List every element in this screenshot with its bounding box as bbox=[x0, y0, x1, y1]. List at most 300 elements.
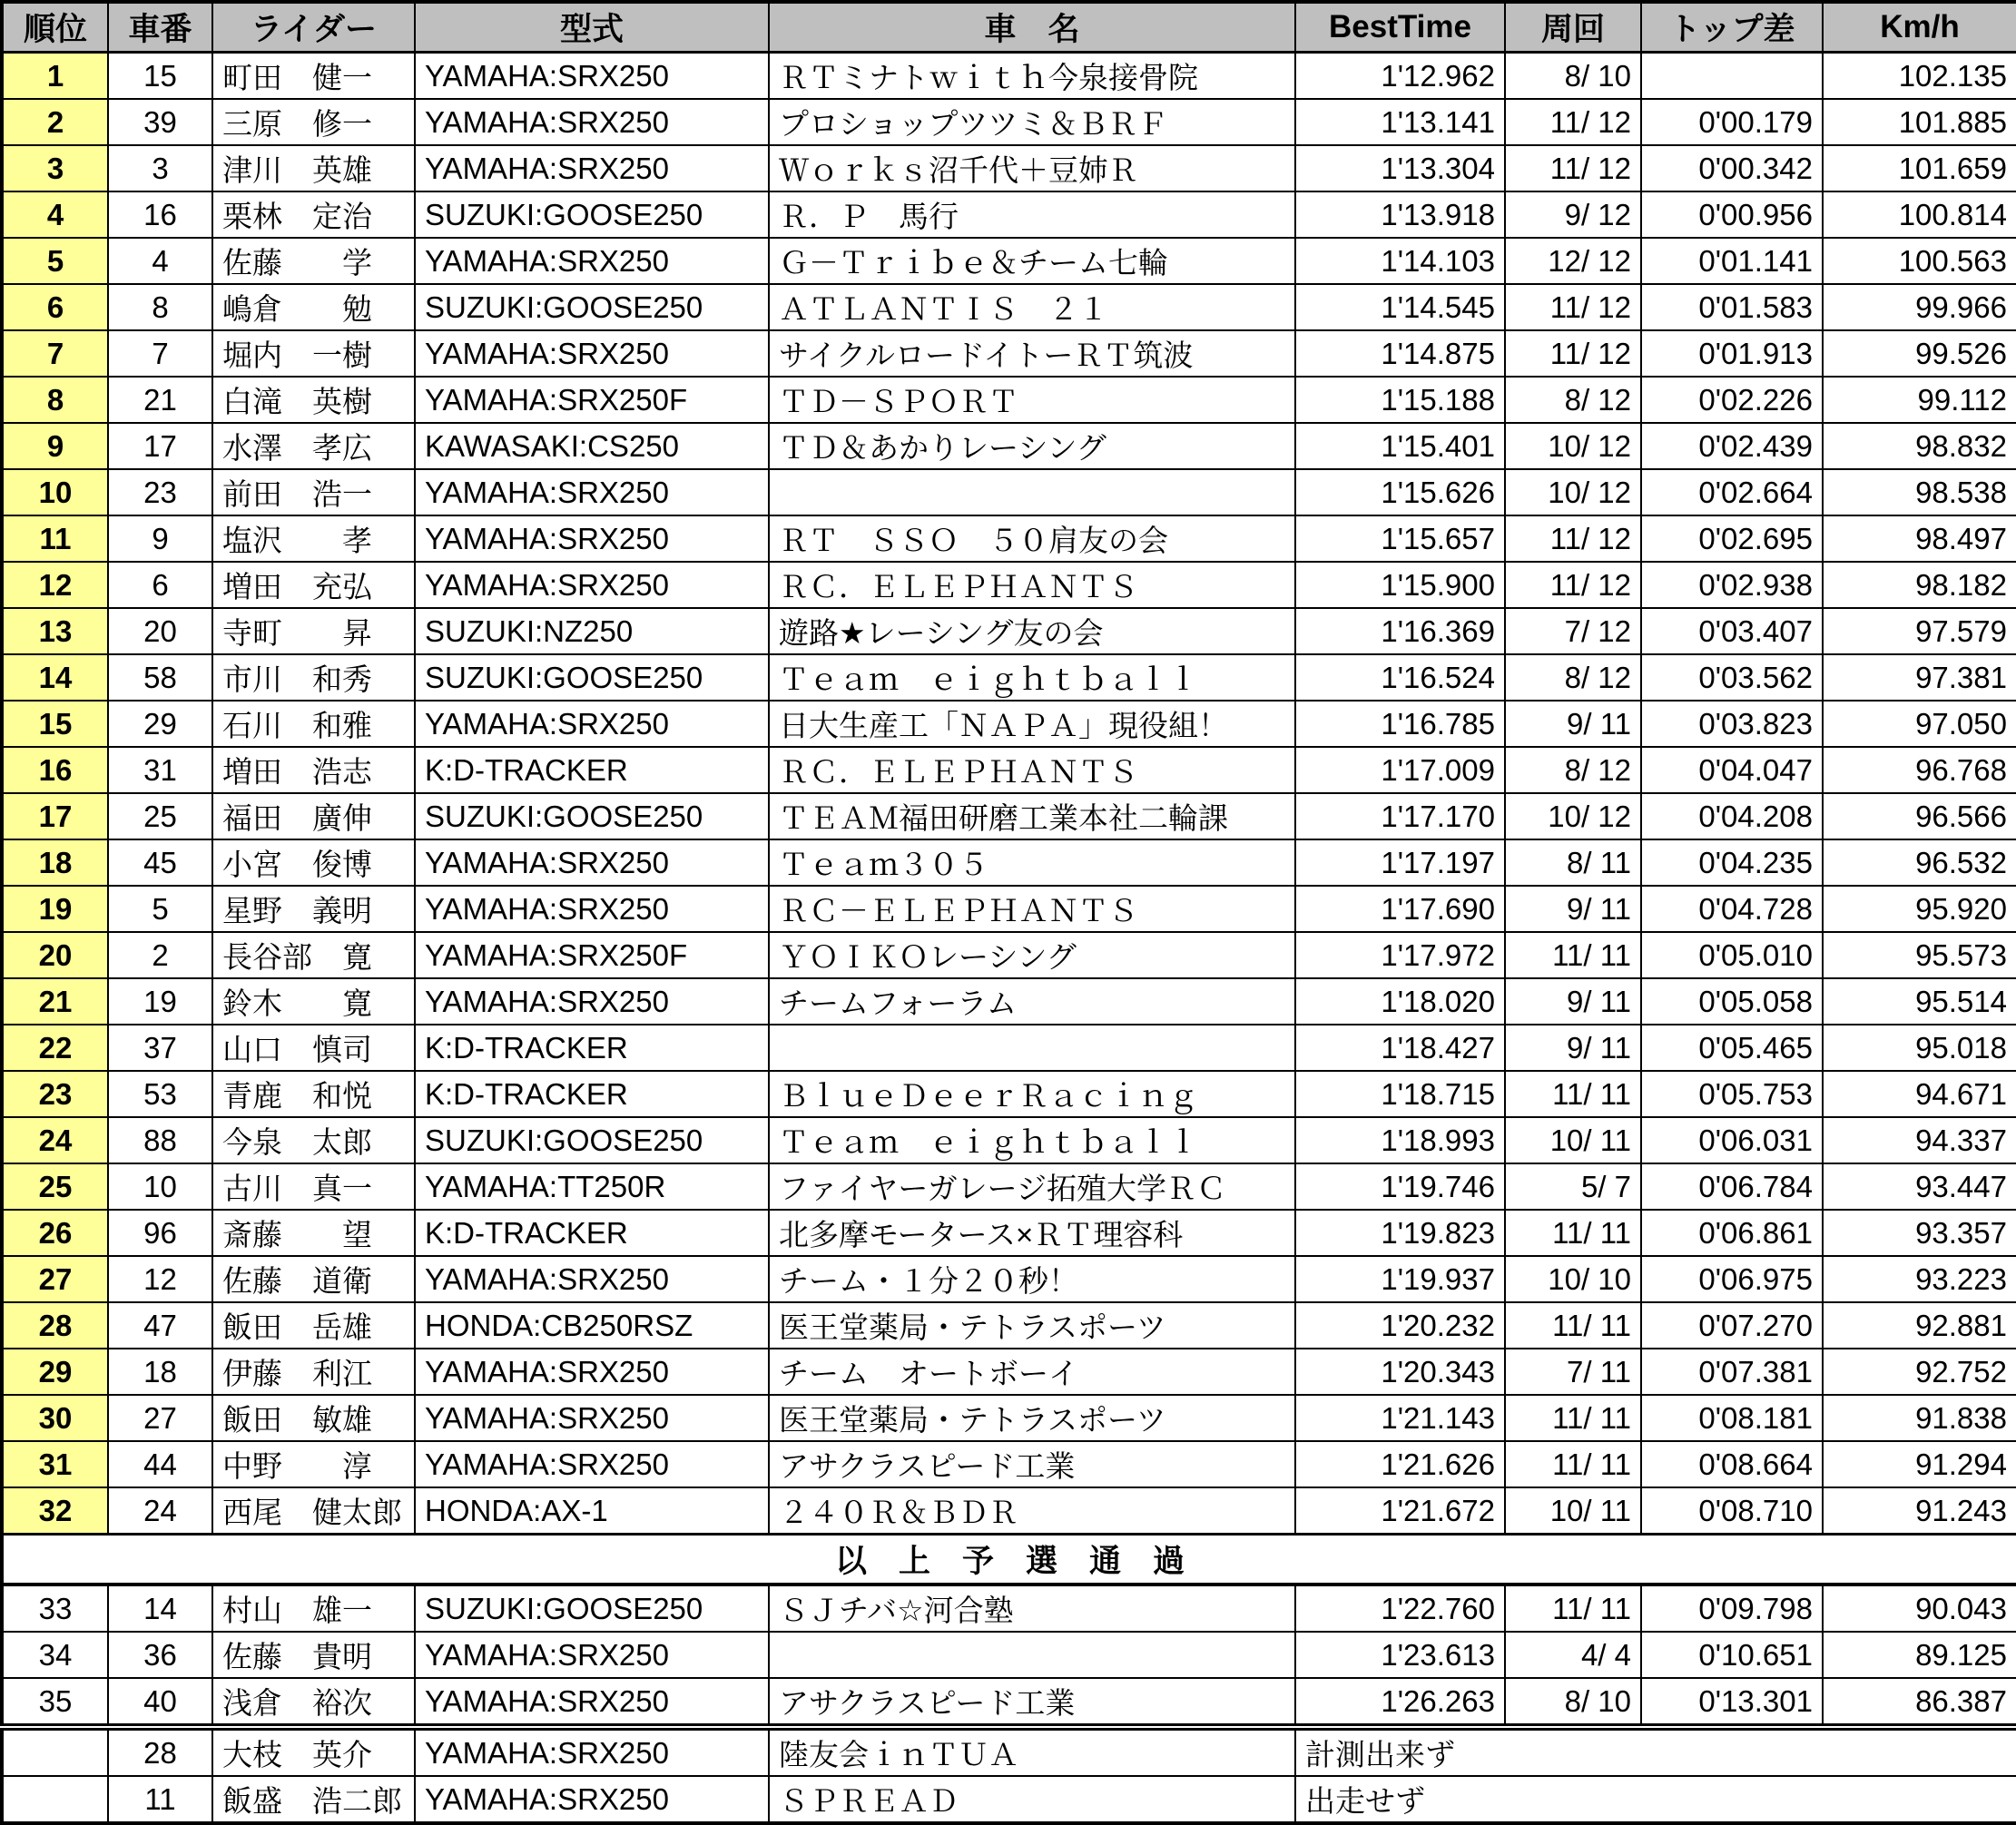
team-cell: サイクルロードイトーＲＴ筑波 bbox=[769, 330, 1295, 377]
best-time-cell: 1'21.143 bbox=[1295, 1395, 1505, 1441]
team-cell: チームフォーラム bbox=[769, 978, 1295, 1025]
car-number-cell: 25 bbox=[108, 793, 212, 839]
model-cell: YAMAHA:SRX250 bbox=[415, 1349, 769, 1395]
car-number-cell: 28 bbox=[108, 1727, 212, 1776]
best-time-cell: 1'15.900 bbox=[1295, 562, 1505, 608]
qualifying-cutoff-label: 以 上 予 選 通 過 bbox=[2, 1535, 2016, 1585]
laps-cell: 10/ 10 bbox=[1505, 1256, 1641, 1302]
laps-cell: 11/ 12 bbox=[1505, 284, 1641, 330]
model-cell: KAWASAKI:CS250 bbox=[415, 423, 769, 469]
rider-cell: 市川 和秀 bbox=[212, 654, 415, 701]
gap-cell: 0'09.798 bbox=[1641, 1585, 1823, 1632]
gap-cell: 0'05.010 bbox=[1641, 932, 1823, 978]
laps-cell: 11/ 12 bbox=[1505, 99, 1641, 145]
result-row bbox=[2, 701, 2016, 747]
rank-cell: 2 bbox=[2, 99, 108, 145]
rider-cell: 栗林 定治 bbox=[212, 191, 415, 238]
kmh-cell: 86.387 bbox=[1823, 1678, 2016, 1727]
model-cell: YAMAHA:SRX250 bbox=[415, 515, 769, 562]
team-cell: 北多摩モータース×ＲＴ理容科 bbox=[769, 1210, 1295, 1256]
best-time-cell: 1'16.785 bbox=[1295, 701, 1505, 747]
rank-cell: 3 bbox=[2, 145, 108, 191]
kmh-cell: 95.514 bbox=[1823, 978, 2016, 1025]
results-table-body bbox=[2, 53, 2016, 1824]
car-number-cell: 37 bbox=[108, 1025, 212, 1071]
gap-cell: 0'10.651 bbox=[1641, 1632, 1823, 1678]
gap-cell: 0'00.956 bbox=[1641, 191, 1823, 238]
laps-cell: 9/ 11 bbox=[1505, 978, 1641, 1025]
rider-cell: 増田 充弘 bbox=[212, 562, 415, 608]
result-row bbox=[2, 1349, 2016, 1395]
rank-cell: 34 bbox=[2, 1632, 108, 1678]
kmh-cell: 94.337 bbox=[1823, 1117, 2016, 1163]
kmh-cell: 100.814 bbox=[1823, 191, 2016, 238]
result-row bbox=[2, 978, 2016, 1025]
result-row bbox=[2, 1632, 2016, 1678]
car-number-cell: 53 bbox=[108, 1071, 212, 1117]
rank-cell: 7 bbox=[2, 330, 108, 377]
model-cell: YAMAHA:SRX250 bbox=[415, 886, 769, 932]
rider-cell: 福田 廣伸 bbox=[212, 793, 415, 839]
gap-cell: 0'08.664 bbox=[1641, 1441, 1823, 1487]
result-row bbox=[2, 839, 2016, 886]
model-cell: YAMAHA:SRX250 bbox=[415, 99, 769, 145]
gap-cell: 0'03.407 bbox=[1641, 608, 1823, 654]
car-number-cell: 21 bbox=[108, 377, 212, 423]
kmh-cell: 101.659 bbox=[1823, 145, 2016, 191]
rider-cell: 長谷部 寛 bbox=[212, 932, 415, 978]
kmh-cell: 93.223 bbox=[1823, 1256, 2016, 1302]
result-row bbox=[2, 469, 2016, 515]
best-time-cell: 1'14.875 bbox=[1295, 330, 1505, 377]
laps-cell: 10/ 12 bbox=[1505, 469, 1641, 515]
rider-cell: 佐藤 貴明 bbox=[212, 1632, 415, 1678]
car-number-cell: 45 bbox=[108, 839, 212, 886]
gap-cell: 0'05.058 bbox=[1641, 978, 1823, 1025]
best-time-cell: 1'21.672 bbox=[1295, 1487, 1505, 1535]
best-time-cell: 1'15.657 bbox=[1295, 515, 1505, 562]
car-number-cell: 39 bbox=[108, 99, 212, 145]
car-number-cell: 16 bbox=[108, 191, 212, 238]
rider-cell: 佐藤 学 bbox=[212, 238, 415, 284]
gap-cell: 0'08.181 bbox=[1641, 1395, 1823, 1441]
rider-cell: 飯田 敏雄 bbox=[212, 1395, 415, 1441]
best-time-cell: 1'19.937 bbox=[1295, 1256, 1505, 1302]
result-row bbox=[2, 1487, 2016, 1535]
model-cell: YAMAHA:SRX250 bbox=[415, 469, 769, 515]
rank-cell: 19 bbox=[2, 886, 108, 932]
car-number-cell: 14 bbox=[108, 1585, 212, 1632]
laps-cell: 8/ 12 bbox=[1505, 747, 1641, 793]
model-cell: K:D-TRACKER bbox=[415, 1210, 769, 1256]
model-cell: YAMAHA:SRX250 bbox=[415, 53, 769, 100]
rider-cell: 白滝 英樹 bbox=[212, 377, 415, 423]
car-number-cell: 17 bbox=[108, 423, 212, 469]
model-cell: YAMAHA:SRX250 bbox=[415, 1776, 769, 1823]
model-cell: YAMAHA:TT250R bbox=[415, 1163, 769, 1210]
team-cell bbox=[769, 1632, 1295, 1678]
car-number-cell: 24 bbox=[108, 1487, 212, 1535]
gap-cell: 0'01.141 bbox=[1641, 238, 1823, 284]
team-cell: チーム・１分２０秒！ bbox=[769, 1256, 1295, 1302]
rider-cell: 山口 慎司 bbox=[212, 1025, 415, 1071]
best-time-cell: 1'18.715 bbox=[1295, 1071, 1505, 1117]
kmh-cell: 93.447 bbox=[1823, 1163, 2016, 1210]
result-row bbox=[2, 793, 2016, 839]
result-row bbox=[2, 747, 2016, 793]
laps-cell: 11/ 11 bbox=[1505, 1395, 1641, 1441]
rider-cell: 古川 真一 bbox=[212, 1163, 415, 1210]
car-number-cell: 4 bbox=[108, 238, 212, 284]
kmh-cell: 96.566 bbox=[1823, 793, 2016, 839]
team-cell: ＲＣ．ＥＬＥＰＨＡＮＴＳ bbox=[769, 562, 1295, 608]
kmh-cell: 90.043 bbox=[1823, 1585, 2016, 1632]
best-time-cell: 1'13.141 bbox=[1295, 99, 1505, 145]
rank-cell: 16 bbox=[2, 747, 108, 793]
car-number-cell: 18 bbox=[108, 1349, 212, 1395]
best-time-cell: 1'17.009 bbox=[1295, 747, 1505, 793]
laps-cell: 9/ 12 bbox=[1505, 191, 1641, 238]
model-cell: YAMAHA:SRX250 bbox=[415, 1256, 769, 1302]
kmh-cell: 91.294 bbox=[1823, 1441, 2016, 1487]
rank-cell: 35 bbox=[2, 1678, 108, 1727]
rank-cell: 15 bbox=[2, 701, 108, 747]
laps-cell: 10/ 11 bbox=[1505, 1487, 1641, 1535]
car-number-cell: 11 bbox=[108, 1776, 212, 1823]
team-cell: ＡＴＬＡＮＴＩＳ ２１ bbox=[769, 284, 1295, 330]
team-cell: ＲＴミナトｗｉｔｈ今泉接骨院 bbox=[769, 53, 1295, 100]
model-cell: YAMAHA:SRX250F bbox=[415, 932, 769, 978]
rank-cell: 8 bbox=[2, 377, 108, 423]
laps-cell: 10/ 11 bbox=[1505, 1117, 1641, 1163]
rank-cell bbox=[2, 1776, 108, 1823]
rank-cell bbox=[2, 1727, 108, 1776]
result-row bbox=[2, 53, 2016, 100]
best-time-cell: 1'16.369 bbox=[1295, 608, 1505, 654]
rank-cell: 21 bbox=[2, 978, 108, 1025]
rider-cell: 中野 淳 bbox=[212, 1441, 415, 1487]
rank-cell: 12 bbox=[2, 562, 108, 608]
result-row bbox=[2, 423, 2016, 469]
gap-cell bbox=[1641, 53, 1823, 100]
team-cell: ファイヤーガレージ拓殖大学ＲＣ bbox=[769, 1163, 1295, 1210]
result-row bbox=[2, 1025, 2016, 1071]
laps-cell: 9/ 11 bbox=[1505, 701, 1641, 747]
model-cell: YAMAHA:SRX250 bbox=[415, 238, 769, 284]
kmh-cell: 99.966 bbox=[1823, 284, 2016, 330]
laps-cell: 11/ 11 bbox=[1505, 1210, 1641, 1256]
result-row bbox=[2, 1210, 2016, 1256]
rank-cell: 5 bbox=[2, 238, 108, 284]
team-cell: ＲＴ ＳＳＯ ５０肩友の会 bbox=[769, 515, 1295, 562]
result-row bbox=[2, 562, 2016, 608]
team-cell: 陸友会ｉｎＴＵＡ bbox=[769, 1727, 1295, 1776]
gap-cell: 0'08.710 bbox=[1641, 1487, 1823, 1535]
kmh-cell: 95.018 bbox=[1823, 1025, 2016, 1071]
gap-cell: 0'04.728 bbox=[1641, 886, 1823, 932]
status-note-cell: 出走せず bbox=[1295, 1776, 2016, 1823]
laps-cell: 11/ 11 bbox=[1505, 1585, 1641, 1632]
result-row bbox=[2, 1441, 2016, 1487]
kmh-cell: 97.050 bbox=[1823, 701, 2016, 747]
rank-cell: 9 bbox=[2, 423, 108, 469]
best-time-cell: 1'22.760 bbox=[1295, 1585, 1505, 1632]
best-time-cell: 1'21.626 bbox=[1295, 1441, 1505, 1487]
model-cell: HONDA:AX-1 bbox=[415, 1487, 769, 1535]
car-number-cell: 19 bbox=[108, 978, 212, 1025]
gap-cell: 0'02.226 bbox=[1641, 377, 1823, 423]
kmh-cell: 91.838 bbox=[1823, 1395, 2016, 1441]
gap-cell: 0'04.047 bbox=[1641, 747, 1823, 793]
model-cell: YAMAHA:SRX250 bbox=[415, 1727, 769, 1776]
rider-cell: 塩沢 孝 bbox=[212, 515, 415, 562]
car-number-cell: 96 bbox=[108, 1210, 212, 1256]
kmh-cell: 97.381 bbox=[1823, 654, 2016, 701]
rank-cell: 13 bbox=[2, 608, 108, 654]
team-cell: 医王堂薬局・テトラスポーツ bbox=[769, 1302, 1295, 1349]
rider-cell: 西尾 健太郎 bbox=[212, 1487, 415, 1535]
laps-cell: 12/ 12 bbox=[1505, 238, 1641, 284]
laps-cell: 11/ 12 bbox=[1505, 562, 1641, 608]
car-number-cell: 36 bbox=[108, 1632, 212, 1678]
kmh-cell: 97.579 bbox=[1823, 608, 2016, 654]
gap-cell: 0'03.562 bbox=[1641, 654, 1823, 701]
rank-cell: 18 bbox=[2, 839, 108, 886]
model-cell: SUZUKI:GOOSE250 bbox=[415, 654, 769, 701]
team-cell: Ｔｅａｍ ｅｉｇｈｔｂａｌｌ bbox=[769, 654, 1295, 701]
rider-cell: 三原 修一 bbox=[212, 99, 415, 145]
rank-cell: 14 bbox=[2, 654, 108, 701]
column-header-rank: 順位 bbox=[2, 2, 108, 53]
model-cell: YAMAHA:SRX250 bbox=[415, 562, 769, 608]
kmh-cell: 92.881 bbox=[1823, 1302, 2016, 1349]
team-cell: Ｔｅａｍ ｅｉｇｈｔｂａｌｌ bbox=[769, 1117, 1295, 1163]
status-note-cell: 計測出来ず bbox=[1295, 1727, 2016, 1776]
car-number-cell: 40 bbox=[108, 1678, 212, 1727]
rider-cell: 斎藤 望 bbox=[212, 1210, 415, 1256]
rank-cell: 25 bbox=[2, 1163, 108, 1210]
car-number-cell: 15 bbox=[108, 53, 212, 100]
model-cell: YAMAHA:SRX250 bbox=[415, 1632, 769, 1678]
kmh-cell: 91.243 bbox=[1823, 1487, 2016, 1535]
model-cell: YAMAHA:SRX250 bbox=[415, 145, 769, 191]
gap-cell: 0'04.235 bbox=[1641, 839, 1823, 886]
rider-cell: 前田 浩一 bbox=[212, 469, 415, 515]
best-time-cell: 1'17.170 bbox=[1295, 793, 1505, 839]
kmh-cell: 93.357 bbox=[1823, 1210, 2016, 1256]
result-row bbox=[2, 1256, 2016, 1302]
gap-cell: 0'06.784 bbox=[1641, 1163, 1823, 1210]
model-cell: HONDA:CB250RSZ bbox=[415, 1302, 769, 1349]
kmh-cell: 98.538 bbox=[1823, 469, 2016, 515]
best-time-cell: 1'18.020 bbox=[1295, 978, 1505, 1025]
rank-cell: 17 bbox=[2, 793, 108, 839]
laps-cell: 11/ 12 bbox=[1505, 330, 1641, 377]
result-row bbox=[2, 1678, 2016, 1727]
result-row bbox=[2, 99, 2016, 145]
rider-cell: 伊藤 利江 bbox=[212, 1349, 415, 1395]
gap-cell: 0'13.301 bbox=[1641, 1678, 1823, 1727]
laps-cell: 11/ 11 bbox=[1505, 1302, 1641, 1349]
result-row bbox=[2, 932, 2016, 978]
rider-cell: 浅倉 裕次 bbox=[212, 1678, 415, 1727]
rider-cell: 鈴木 寛 bbox=[212, 978, 415, 1025]
rider-cell: 津川 英雄 bbox=[212, 145, 415, 191]
team-cell: 医王堂薬局・テトラスポーツ bbox=[769, 1395, 1295, 1441]
column-header-team: 車 名 bbox=[769, 2, 1295, 53]
result-row bbox=[2, 145, 2016, 191]
model-cell: SUZUKI:GOOSE250 bbox=[415, 1117, 769, 1163]
column-header-best: BestTime bbox=[1295, 2, 1505, 53]
kmh-cell: 92.752 bbox=[1823, 1349, 2016, 1395]
team-cell: ＴＤ＆あかりレーシング bbox=[769, 423, 1295, 469]
column-header-kmh: Km/h bbox=[1823, 2, 2016, 53]
best-time-cell: 1'13.304 bbox=[1295, 145, 1505, 191]
kmh-cell: 95.920 bbox=[1823, 886, 2016, 932]
gap-cell: 0'04.208 bbox=[1641, 793, 1823, 839]
car-number-cell: 2 bbox=[108, 932, 212, 978]
rank-cell: 20 bbox=[2, 932, 108, 978]
car-number-cell: 20 bbox=[108, 608, 212, 654]
kmh-cell: 99.526 bbox=[1823, 330, 2016, 377]
team-cell: Ｗｏｒｋｓ沼千代＋豆姉Ｒ bbox=[769, 145, 1295, 191]
gap-cell: 0'03.823 bbox=[1641, 701, 1823, 747]
best-time-cell: 1'16.524 bbox=[1295, 654, 1505, 701]
car-number-cell: 88 bbox=[108, 1117, 212, 1163]
rider-cell: 嶋倉 勉 bbox=[212, 284, 415, 330]
rank-cell: 33 bbox=[2, 1585, 108, 1632]
rank-cell: 6 bbox=[2, 284, 108, 330]
best-time-cell: 1'12.962 bbox=[1295, 53, 1505, 100]
result-row bbox=[2, 1163, 2016, 1210]
result-row bbox=[2, 191, 2016, 238]
best-time-cell: 1'17.690 bbox=[1295, 886, 1505, 932]
car-number-cell: 47 bbox=[108, 1302, 212, 1349]
laps-cell: 8/ 10 bbox=[1505, 53, 1641, 100]
model-cell: K:D-TRACKER bbox=[415, 747, 769, 793]
gap-cell: 0'01.913 bbox=[1641, 330, 1823, 377]
rider-cell: 村山 雄一 bbox=[212, 1585, 415, 1632]
rank-cell: 26 bbox=[2, 1210, 108, 1256]
laps-cell: 7/ 11 bbox=[1505, 1349, 1641, 1395]
car-number-cell: 3 bbox=[108, 145, 212, 191]
car-number-cell: 31 bbox=[108, 747, 212, 793]
team-cell: ＹＯＩＫＯレーシング bbox=[769, 932, 1295, 978]
team-cell: ＳＪチバ☆河合塾 bbox=[769, 1585, 1295, 1632]
result-row bbox=[2, 1071, 2016, 1117]
model-cell: YAMAHA:SRX250 bbox=[415, 1678, 769, 1727]
best-time-cell: 1'20.343 bbox=[1295, 1349, 1505, 1395]
best-time-cell: 1'14.545 bbox=[1295, 284, 1505, 330]
gap-cell: 0'06.861 bbox=[1641, 1210, 1823, 1256]
laps-cell: 11/ 12 bbox=[1505, 515, 1641, 562]
result-row bbox=[2, 1117, 2016, 1163]
laps-cell: 8/ 11 bbox=[1505, 839, 1641, 886]
model-cell: K:D-TRACKER bbox=[415, 1025, 769, 1071]
rank-cell: 32 bbox=[2, 1487, 108, 1535]
best-time-cell: 1'23.613 bbox=[1295, 1632, 1505, 1678]
kmh-cell: 96.768 bbox=[1823, 747, 2016, 793]
rider-cell: 増田 浩志 bbox=[212, 747, 415, 793]
team-cell bbox=[769, 469, 1295, 515]
result-row bbox=[2, 1585, 2016, 1632]
best-time-cell: 1'14.103 bbox=[1295, 238, 1505, 284]
model-cell: SUZUKI:NZ250 bbox=[415, 608, 769, 654]
model-cell: YAMAHA:SRX250 bbox=[415, 1441, 769, 1487]
rank-cell: 31 bbox=[2, 1441, 108, 1487]
team-cell: プロショップツツミ＆ＢＲＦ bbox=[769, 99, 1295, 145]
laps-cell: 7/ 12 bbox=[1505, 608, 1641, 654]
result-row bbox=[2, 1395, 2016, 1441]
car-number-cell: 8 bbox=[108, 284, 212, 330]
header-row bbox=[2, 2, 2016, 53]
team-cell: ＲＣ－ＥＬＥＰＨＡＮＴＳ bbox=[769, 886, 1295, 932]
column-header-no: 車番 bbox=[108, 2, 212, 53]
gap-cell: 0'07.381 bbox=[1641, 1349, 1823, 1395]
model-cell: K:D-TRACKER bbox=[415, 1071, 769, 1117]
rank-cell: 1 bbox=[2, 53, 108, 100]
model-cell: YAMAHA:SRX250F bbox=[415, 377, 769, 423]
result-row bbox=[2, 608, 2016, 654]
model-cell: YAMAHA:SRX250 bbox=[415, 1395, 769, 1441]
gap-cell: 0'02.695 bbox=[1641, 515, 1823, 562]
car-number-cell: 27 bbox=[108, 1395, 212, 1441]
laps-cell: 11/ 11 bbox=[1505, 1071, 1641, 1117]
team-cell: チーム オートボーイ bbox=[769, 1349, 1295, 1395]
rider-cell: 小宮 俊博 bbox=[212, 839, 415, 886]
gap-cell: 0'02.938 bbox=[1641, 562, 1823, 608]
result-row bbox=[2, 284, 2016, 330]
result-row bbox=[2, 654, 2016, 701]
rank-cell: 4 bbox=[2, 191, 108, 238]
rank-cell: 24 bbox=[2, 1117, 108, 1163]
best-time-cell: 1'13.918 bbox=[1295, 191, 1505, 238]
team-cell bbox=[769, 1025, 1295, 1071]
laps-cell: 11/ 11 bbox=[1505, 932, 1641, 978]
rider-cell: 町田 健一 bbox=[212, 53, 415, 100]
rank-cell: 30 bbox=[2, 1395, 108, 1441]
laps-cell: 8/ 12 bbox=[1505, 654, 1641, 701]
laps-cell: 4/ 4 bbox=[1505, 1632, 1641, 1678]
rider-cell: 佐藤 道衛 bbox=[212, 1256, 415, 1302]
team-cell: ＴＥＡＭ福田研磨工業本社二輪課 bbox=[769, 793, 1295, 839]
gap-cell: 0'07.270 bbox=[1641, 1302, 1823, 1349]
kmh-cell: 98.182 bbox=[1823, 562, 2016, 608]
car-number-cell: 12 bbox=[108, 1256, 212, 1302]
rider-cell: 星野 義明 bbox=[212, 886, 415, 932]
kmh-cell: 101.885 bbox=[1823, 99, 2016, 145]
kmh-cell: 99.112 bbox=[1823, 377, 2016, 423]
gap-cell: 0'00.179 bbox=[1641, 99, 1823, 145]
kmh-cell: 94.671 bbox=[1823, 1071, 2016, 1117]
result-row bbox=[2, 1302, 2016, 1349]
kmh-cell: 89.125 bbox=[1823, 1632, 2016, 1678]
team-cell: 遊路★レーシング友の会 bbox=[769, 608, 1295, 654]
rider-cell: 堀内 一樹 bbox=[212, 330, 415, 377]
model-cell: YAMAHA:SRX250 bbox=[415, 330, 769, 377]
kmh-cell: 98.497 bbox=[1823, 515, 2016, 562]
rider-cell: 今泉 太郎 bbox=[212, 1117, 415, 1163]
gap-cell: 0'02.439 bbox=[1641, 423, 1823, 469]
unranked-row bbox=[2, 1776, 2016, 1823]
team-cell: 日大生産工「ＮＡＰＡ」現役組！ bbox=[769, 701, 1295, 747]
gap-cell: 0'06.975 bbox=[1641, 1256, 1823, 1302]
laps-cell: 11/ 12 bbox=[1505, 145, 1641, 191]
team-cell: ＲＣ．ＥＬＥＰＨＡＮＴＳ bbox=[769, 747, 1295, 793]
laps-cell: 8/ 10 bbox=[1505, 1678, 1641, 1727]
rank-cell: 29 bbox=[2, 1349, 108, 1395]
result-row bbox=[2, 238, 2016, 284]
